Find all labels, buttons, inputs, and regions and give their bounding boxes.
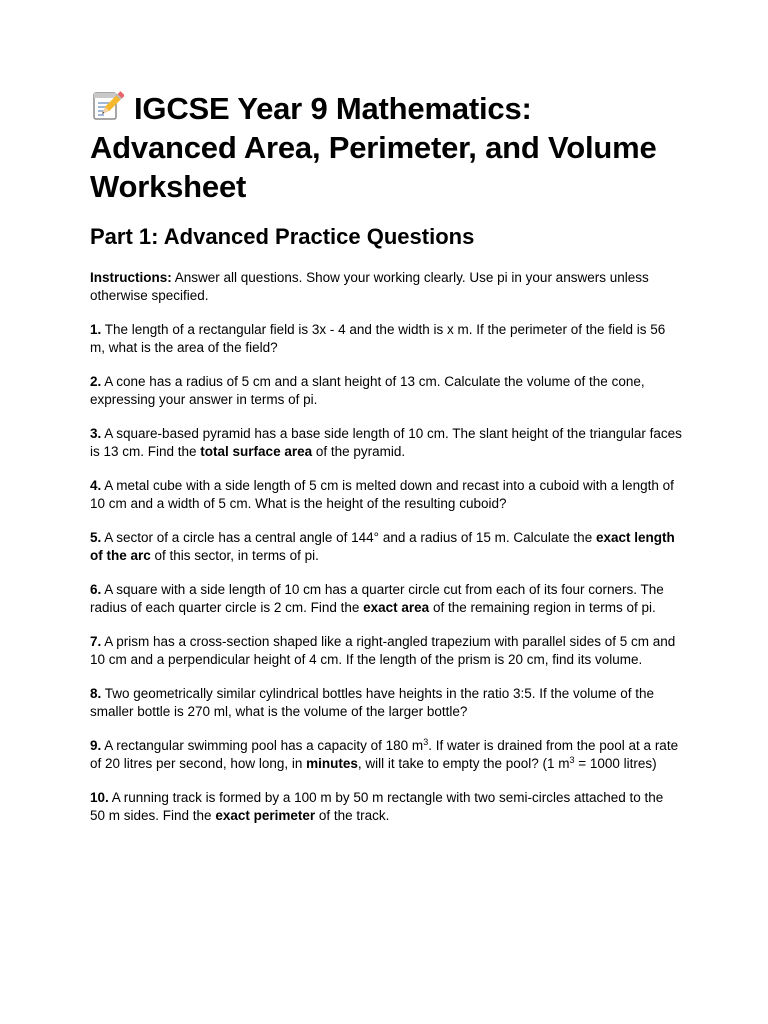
question-text: of this sector, in terms of pi. xyxy=(150,547,319,563)
question-number: 8. xyxy=(90,686,102,701)
question-number: 10. xyxy=(90,790,109,805)
emphasis-text: total surface area xyxy=(200,443,313,459)
instructions-label: Instructions: xyxy=(90,270,172,285)
superscript: 3 xyxy=(569,754,575,765)
question-text: The length of a rectangular field is 3x - 4 and the width is x m. If the perimeter of the field is 56 m, what is the area of the field? xyxy=(90,322,666,355)
question-text: A cone has a radius of 5 cm and a slant height of 13 cm. Calculate the volume of the cone, expressing your answer in terms of pi. xyxy=(90,374,645,407)
superscript: 3 xyxy=(423,737,429,747)
question-number: 9. xyxy=(90,738,102,753)
question-text: A running track is formed by a 100 m by 50 m rectangle with two semi-circles attached to the 50 m sides. Find the xyxy=(90,790,664,823)
question-item xyxy=(90,529,682,564)
worksheet-page xyxy=(90,88,682,824)
question-item xyxy=(90,425,682,460)
part-1-heading: Part 1: Advanced Practice Questions xyxy=(90,224,475,249)
question-item xyxy=(90,789,682,824)
question-text: . If water is drained from the pool at a rate of 20 litres per second, how long, in xyxy=(90,738,679,771)
emphasis-text: exact length of the arc xyxy=(90,530,675,563)
question-item xyxy=(90,477,682,512)
question-number: 6. xyxy=(90,582,102,597)
question-item xyxy=(90,633,682,668)
question-text: of the track. xyxy=(315,807,390,823)
question-text: A rectangular swimming pool has a capacity of 180 m xyxy=(101,738,424,753)
question-text: A square-based pyramid has a base side length of 10 cm. The slant height of the triangular faces is 13 cm. Find the xyxy=(90,426,682,459)
question-text: A prism has a cross-section shaped like a right-angled trapezium with parallel sides of 5 cm and 10 cm and a perpendicular height of 4 cm. If the length of the prism is 20 cm, find its volume. xyxy=(90,634,676,667)
question-number: 7. xyxy=(90,634,102,649)
question-item xyxy=(90,321,682,356)
question-number: 4. xyxy=(90,478,102,493)
emphasis-text: exact area xyxy=(363,599,430,615)
question-text: = 1000 litres) xyxy=(574,755,657,771)
question-text: , will it take to empty the pool? (1 m xyxy=(357,755,570,771)
emphasis-text: exact perimeter xyxy=(215,807,316,823)
emphasis-text: minutes xyxy=(306,755,358,771)
question-number: 1. xyxy=(90,322,102,337)
question-text: of the remaining region in terms of pi. xyxy=(429,599,656,615)
question-text: A metal cube with a side length of 5 cm is melted down and recast into a cuboid with a length of 10 cm and a width of 5 cm. What is the height of the resulting cuboid? xyxy=(90,478,674,511)
question-text: A sector of a circle has a central angle of 144° and a radius of 15 m. Calculate the xyxy=(101,530,596,545)
memo-pencil-icon xyxy=(90,88,124,122)
question-item xyxy=(90,581,682,616)
question-item xyxy=(90,685,682,720)
title-line-2: Advanced Area, Perimeter, and Volume xyxy=(90,130,657,165)
question-list xyxy=(90,321,682,824)
instructions-text: Answer all questions. Show your working clearly. Use pi in your answers unless otherwise specified. xyxy=(90,270,649,303)
instructions xyxy=(90,269,682,304)
question-number: 2. xyxy=(90,374,102,389)
question-number: 3. xyxy=(90,426,102,441)
question-text: Two geometrically similar cylindrical bottles have heights in the ratio 3:5. If the volume of the smaller bottle is 270 ml, what is the volume of the larger bottle? xyxy=(90,686,655,719)
title-line-1: IGCSE Year 9 Mathematics: xyxy=(134,91,532,126)
title-line-3: Worksheet xyxy=(90,169,247,204)
question-item xyxy=(90,737,682,772)
question-text: A square with a side length of 10 cm has a quarter circle cut from each of its four corners. The radius of each quarter circle is 2 cm. Find the xyxy=(90,582,664,615)
question-text: of the pyramid. xyxy=(312,443,406,459)
question-item xyxy=(90,373,682,408)
question-number: 5. xyxy=(90,530,102,545)
worksheet-title xyxy=(90,88,682,206)
